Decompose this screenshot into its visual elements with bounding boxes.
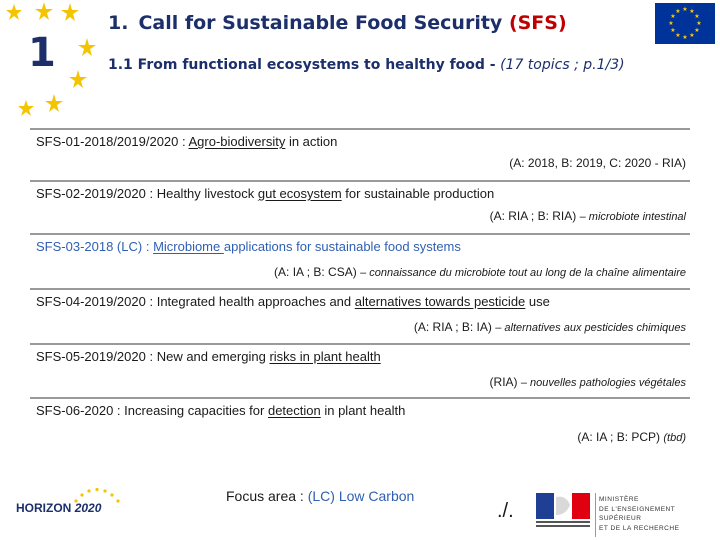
svg-text:★: ★ bbox=[694, 27, 700, 34]
topic-title bbox=[36, 294, 550, 309]
topic-item-sfs-06 bbox=[30, 397, 690, 451]
page-subtitle bbox=[108, 57, 625, 73]
svg-text:★: ★ bbox=[696, 20, 702, 27]
subtitle-count: (17 topics ; p.1/3) bbox=[500, 57, 625, 73]
topic-keyword-link[interactable]: Microbiome bbox=[153, 239, 224, 254]
topic-item-sfs-04 bbox=[30, 288, 690, 342]
topic-detail bbox=[577, 430, 686, 444]
topic-note: – alternatives aux pesticides chimiques bbox=[495, 322, 686, 334]
marianne-flag-icon bbox=[536, 493, 592, 531]
topic-text: use bbox=[525, 294, 550, 309]
topic-text: applications for sustainable food systems bbox=[223, 239, 461, 254]
topic-text: Healthy livestock bbox=[156, 186, 258, 201]
topic-title bbox=[36, 403, 405, 418]
focus-area bbox=[226, 488, 414, 504]
title-acronym: (SFS) bbox=[508, 12, 567, 34]
ministry-name: MINISTÈRE DE L'ENSEIGNEMENT SUPÉRIEUR ET DE LA RECHERCHE bbox=[599, 496, 680, 532]
topic-title bbox=[36, 349, 381, 364]
topic-note: (tbd) bbox=[663, 432, 686, 444]
topic-keyword-link[interactable]: Agro-biodiversity bbox=[188, 134, 286, 149]
section-number: 1 bbox=[28, 30, 56, 76]
topic-action-type: (RIA) bbox=[489, 375, 518, 389]
topic-text: Integrated health approaches and bbox=[156, 294, 355, 309]
continuation-mark: ./. bbox=[497, 500, 514, 522]
focus-value: (LC) Low Carbon bbox=[307, 488, 415, 504]
topic-action-type: (A: 2018, B: 2019, C: 2020 - RIA) bbox=[509, 156, 686, 170]
ministry-logo bbox=[536, 493, 716, 538]
horizon-word: HORIZON bbox=[16, 501, 72, 515]
topic-item-sfs-03 bbox=[30, 233, 690, 287]
horizon-year: 2020 bbox=[74, 501, 102, 515]
topic-action-type: (A: IA ; B: PCP) bbox=[577, 430, 661, 444]
topic-code: SFS-05-2019/2020 : bbox=[36, 349, 154, 364]
topic-keyword-link[interactable]: gut ecosystem bbox=[257, 186, 342, 201]
svg-text:★: ★ bbox=[670, 13, 676, 20]
svg-text:★: ★ bbox=[675, 32, 681, 39]
star-icon bbox=[6, 4, 22, 20]
topic-detail bbox=[414, 320, 686, 334]
topic-item-sfs-02 bbox=[30, 180, 690, 234]
logo-divider bbox=[595, 493, 596, 537]
svg-text:★: ★ bbox=[694, 13, 700, 20]
title-main: Call for Sustainable Food Security bbox=[138, 12, 503, 34]
svg-text:★: ★ bbox=[682, 6, 688, 13]
topic-keyword-link[interactable]: alternatives towards pesticide bbox=[354, 294, 526, 309]
topic-title bbox=[36, 134, 337, 149]
svg-text:★: ★ bbox=[668, 20, 674, 27]
topic-text: in plant health bbox=[320, 403, 406, 418]
topic-action-type: (A: RIA ; B: RIA) bbox=[489, 209, 577, 223]
svg-text:★: ★ bbox=[670, 27, 676, 34]
star-icon bbox=[61, 3, 79, 21]
topic-code: SFS-03-2018 (LC) : bbox=[36, 239, 150, 254]
star-icon bbox=[45, 94, 63, 112]
topic-detail bbox=[509, 156, 686, 170]
topic-text: Increasing capacities for bbox=[124, 403, 268, 418]
topic-text: in action bbox=[285, 134, 338, 149]
topic-keyword-link[interactable]: detection bbox=[267, 403, 321, 418]
svg-text:★: ★ bbox=[675, 8, 681, 15]
star-icon bbox=[78, 38, 96, 56]
star-icon bbox=[35, 2, 53, 20]
horizon-2020-logo bbox=[12, 487, 132, 525]
topic-text: New and emerging bbox=[156, 349, 270, 364]
svg-text:★: ★ bbox=[682, 34, 688, 41]
topic-code: SFS-02-2019/2020 : bbox=[36, 186, 154, 201]
topic-note: – nouvelles pathologies végétales bbox=[520, 377, 686, 389]
topic-detail bbox=[490, 375, 686, 389]
topic-action-type: (A: RIA ; B: IA) bbox=[413, 320, 492, 334]
title-number: 1. bbox=[108, 12, 129, 34]
topic-note: – connaissance du microbiote tout au long de la chaîne alimentaire bbox=[360, 267, 686, 279]
focus-label: Focus area : bbox=[226, 488, 308, 504]
star-icon bbox=[18, 100, 34, 116]
subtitle-bold: 1.1 From functional ecosystems to healthy food - bbox=[108, 57, 496, 73]
topic-detail bbox=[490, 209, 686, 223]
svg-text:★: ★ bbox=[689, 32, 695, 39]
topic-action-type: (A: IA ; B: CSA) bbox=[274, 265, 357, 279]
topic-item-sfs-05 bbox=[30, 343, 690, 397]
topic-text: for sustainable production bbox=[341, 186, 495, 201]
svg-text:★: ★ bbox=[689, 8, 695, 15]
star-icon bbox=[69, 70, 87, 88]
topic-title bbox=[36, 239, 461, 254]
page-title bbox=[108, 12, 567, 34]
topic-title bbox=[36, 186, 494, 201]
topic-code: SFS-06-2020 : bbox=[36, 403, 121, 418]
topic-detail bbox=[274, 265, 686, 279]
topic-code: SFS-01-2018/2019/2020 : bbox=[36, 134, 186, 149]
topic-note: – microbiote intestinal bbox=[579, 211, 686, 223]
horizon-wordmark bbox=[16, 501, 101, 515]
topic-item-sfs-01 bbox=[30, 128, 690, 180]
topic-keyword-link[interactable]: risks in plant health bbox=[269, 349, 381, 364]
eu-flag-icon bbox=[655, 3, 715, 44]
topic-code: SFS-04-2019/2020 : bbox=[36, 294, 154, 309]
